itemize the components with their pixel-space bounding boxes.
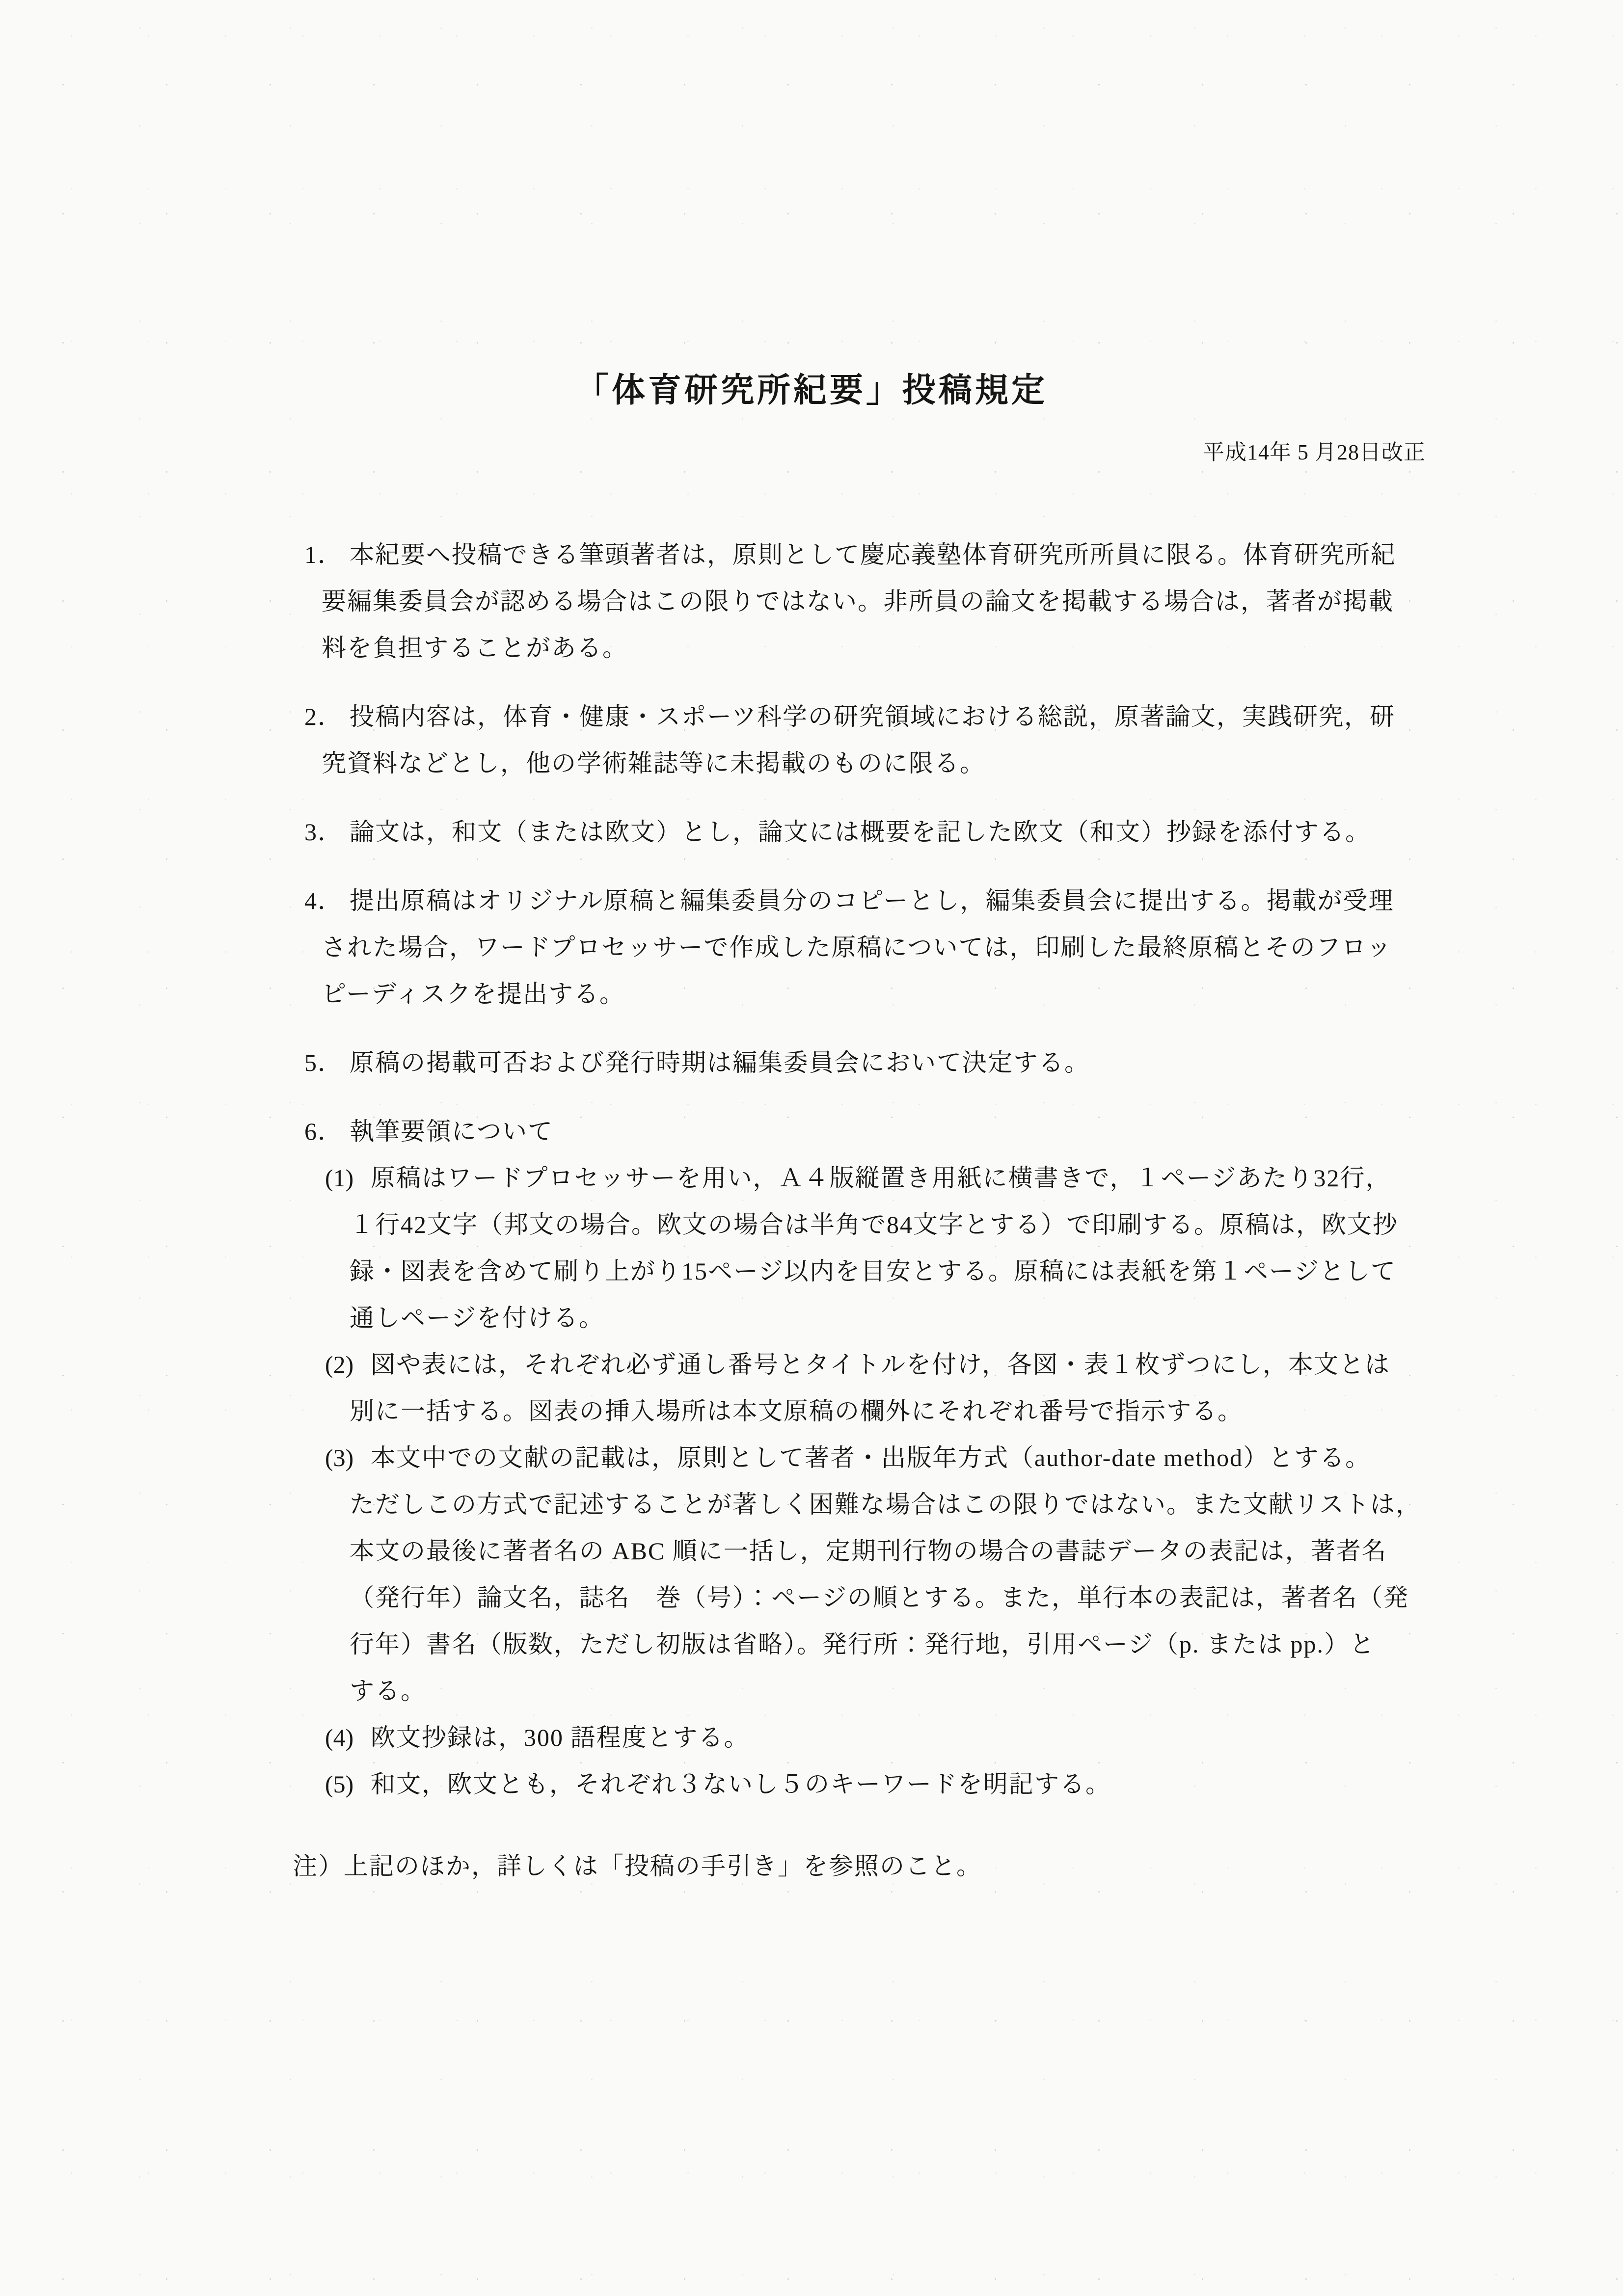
sub-rule-number: (4) bbox=[325, 1724, 354, 1751]
line-text: 執筆要領について bbox=[350, 1118, 553, 1145]
note-line bbox=[293, 1843, 1436, 1890]
rule-line bbox=[304, 625, 1436, 671]
sub-rule-line bbox=[304, 1714, 1436, 1761]
line-text: 図や表には，それぞれ必ず通し番号とタイトルを付け，各図・表１枚ずつにし，本文とは bbox=[371, 1351, 1390, 1378]
rule-item bbox=[304, 1040, 1436, 1086]
line-text: 究資料などとし，他の学術雑誌等に未掲載のものに限る。 bbox=[322, 749, 985, 777]
line-text: 本文中での文献の記載は，原則として著者・出版年方式（author-date method）とする。 bbox=[371, 1444, 1371, 1471]
rule-line bbox=[304, 924, 1436, 971]
sub-rule-line bbox=[304, 1201, 1436, 1248]
rule-line bbox=[304, 809, 1436, 855]
line-text: 原稿はワードプロセッサーを用い，Ａ４版縦置き用紙に横書きで，１ページあたり32行， bbox=[371, 1164, 1391, 1192]
rule-line bbox=[304, 1040, 1436, 1086]
rule-item bbox=[304, 532, 1436, 671]
note-text: 上記のほか，詳しくは「投稿の手引き」を参照のこと。 bbox=[344, 1852, 982, 1880]
sub-rule-number: (3) bbox=[325, 1444, 354, 1471]
rule-line bbox=[304, 971, 1436, 1017]
line-text: 要編集委員会が認める場合はこの限りではない。非所員の論文を掲載する場合は，著者が掲載 bbox=[322, 587, 1394, 615]
line-text: 行年）書名（版数，ただし初版は省略）。発行所：発行地，引用ページ（p. または pp.）と bbox=[350, 1630, 1375, 1658]
rule-line bbox=[304, 532, 1436, 578]
sub-rule-number: (2) bbox=[325, 1351, 354, 1378]
line-text: 提出原稿はオリジナル原稿と編集委員分のコピーとし，編集委員会に提出する。掲載が受理 bbox=[350, 887, 1394, 914]
sub-rule-line bbox=[304, 1668, 1436, 1714]
rule-number: 5． bbox=[304, 1049, 343, 1076]
line-text: （発行年）論文名，誌名 巻（号）：ページの順とする。また，単行本の表記は，著者名（発 bbox=[350, 1584, 1409, 1611]
line-text: 本紀要へ投稿できる筆頭著者は，原則として慶応義塾体育研究所所員に限る。体育研究所紀 bbox=[350, 541, 1396, 568]
line-text: 料を負担することがある。 bbox=[322, 634, 628, 662]
line-text: 別に一括する。図表の挿入場所は本文原稿の欄外にそれぞれ番号で指示する。 bbox=[350, 1397, 1243, 1425]
rule-line bbox=[304, 694, 1436, 740]
sub-rule-line bbox=[304, 1481, 1436, 1528]
sub-rule-line bbox=[304, 1621, 1436, 1668]
rule-item bbox=[304, 809, 1436, 855]
sub-rule-line bbox=[304, 1341, 1436, 1388]
sub-rule-line bbox=[304, 1575, 1436, 1621]
rule-line bbox=[304, 740, 1436, 787]
line-text: ピーディスクを提出する。 bbox=[322, 980, 625, 1008]
sub-rule-line bbox=[304, 1388, 1436, 1435]
line-text: された場合，ワードプロセッサーで作成した原稿については，印刷した最終原稿とそのフロッ bbox=[322, 934, 1392, 961]
note-marker: 注） bbox=[293, 1852, 344, 1880]
sub-rule-line bbox=[304, 1248, 1436, 1295]
line-text: 欧文抄録は，300 語程度とする。 bbox=[371, 1724, 750, 1751]
rule-line bbox=[304, 878, 1436, 924]
line-text: 通しページを付ける。 bbox=[350, 1304, 604, 1332]
rule-number: 3． bbox=[304, 818, 343, 846]
rule-item bbox=[304, 878, 1436, 1017]
rule-item bbox=[304, 1108, 1436, 1808]
sub-rule-line bbox=[304, 1155, 1436, 1201]
rule-number: 4． bbox=[304, 887, 343, 914]
line-text: １行42文字（邦文の場合。欧文の場合は半角で84文字とする）で印刷する。原稿は，欧文抄 bbox=[350, 1211, 1398, 1238]
sub-rule-number: (1) bbox=[325, 1164, 354, 1192]
line-text: する。 bbox=[350, 1677, 426, 1705]
sub-rule-line bbox=[304, 1295, 1436, 1341]
line-text: 投稿内容は，体育・健康・スポーツ科学の研究領域における総説，原著論文，実践研究，研 bbox=[350, 703, 1395, 730]
line-text: 和文，欧文とも，それぞれ３ないし５のキーワードを明記する。 bbox=[371, 1770, 1111, 1798]
rule-line bbox=[304, 1108, 1436, 1155]
line-text: 録・図表を含めて刷り上がり15ページ以内を目安とする。原稿には表紙を第１ページとして bbox=[350, 1257, 1396, 1285]
line-text: 論文は，和文（または欧文）とし，論文には概要を記した欧文（和文）抄録を添付する。 bbox=[350, 818, 1371, 846]
sub-rule-line bbox=[304, 1761, 1436, 1808]
sub-rule-line bbox=[304, 1435, 1436, 1481]
revision-date: 平成14年 5 月28日改正 bbox=[1203, 440, 1426, 464]
rules-list bbox=[304, 532, 1436, 1808]
document-title: 「体育研究所紀要」投稿規定 bbox=[575, 372, 1048, 409]
line-text: ただしこの方式で記述することが著しく困難な場合はこの限りではない。また文献リストは， bbox=[350, 1491, 1421, 1518]
line-text: 本文の最後に著者名の ABC 順に一括し，定期刊行物の場合の書誌データの表記は，著者名 bbox=[350, 1537, 1387, 1565]
line-text: 原稿の掲載可否および発行時期は編集委員会において決定する。 bbox=[350, 1049, 1090, 1076]
sub-rule-number: (5) bbox=[325, 1770, 354, 1798]
rule-number: 6． bbox=[304, 1118, 343, 1145]
rule-line bbox=[304, 578, 1436, 625]
rule-item bbox=[304, 694, 1436, 787]
rule-number: 1． bbox=[304, 541, 343, 568]
rule-number: 2． bbox=[304, 703, 343, 730]
sub-rule-line bbox=[304, 1528, 1436, 1575]
